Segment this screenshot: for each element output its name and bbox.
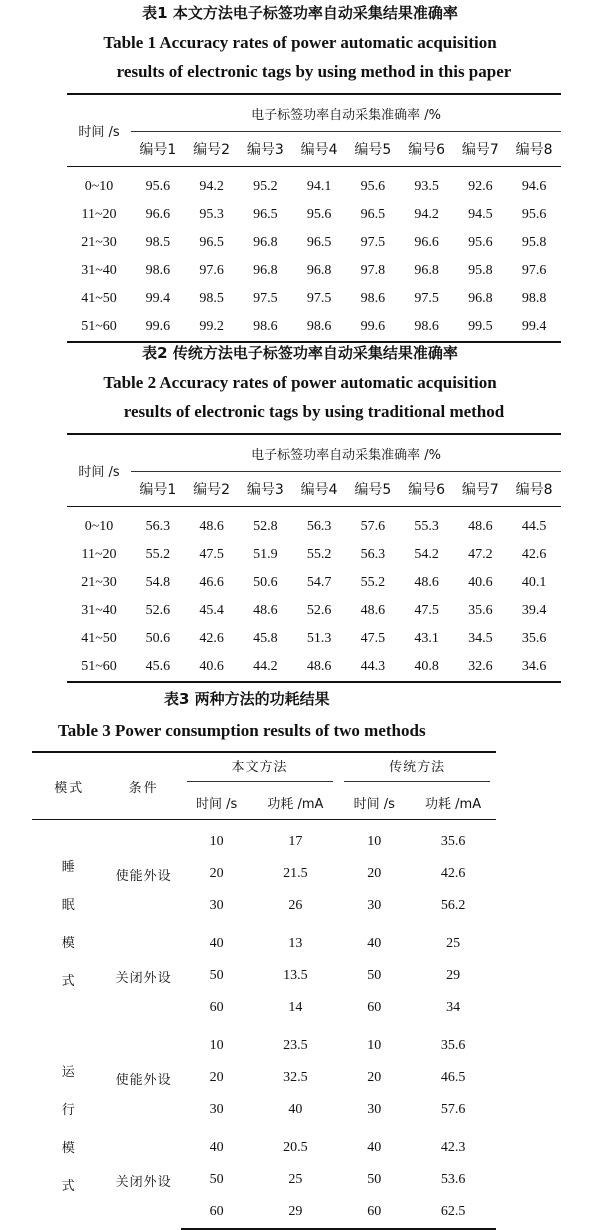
table-cell: 29 — [446, 968, 461, 983]
table-cell: 52.6 — [306, 603, 332, 618]
table-cell: 42.6 — [440, 866, 466, 881]
table1-caption-en-2: results of electronic tags by using method in this paper — [116, 62, 512, 81]
table-cell: 96.6 — [414, 235, 439, 250]
table-cell: 35.6 — [521, 631, 547, 646]
table2-col-header: 编号2 — [185, 472, 239, 507]
table-cell: 35.6 — [468, 603, 493, 618]
table2-col-header: 编号4 — [292, 472, 346, 507]
mode-label-text: 运行模式 — [61, 1064, 77, 1194]
table-cell: 56.3 — [360, 547, 386, 562]
table-cell: 34 — [446, 1000, 461, 1015]
table2-time-header: 时间 /s — [67, 434, 131, 507]
table-cell: 42.6 — [521, 547, 547, 562]
table2-column-headers — [67, 472, 561, 507]
table-cell: 40.6 — [185, 653, 239, 682]
table-row — [67, 569, 561, 597]
table-cell: 97.8 — [360, 263, 386, 278]
table-cell: 95.2 — [253, 179, 278, 194]
table-cell: 23.5 — [283, 1038, 308, 1053]
row-time-label: 51~60 — [67, 313, 131, 342]
table-cell: 57.6 — [440, 1102, 466, 1117]
table-cell: 20.5 — [283, 1140, 308, 1155]
table3-caption-zh: 表3 两种方法的功耗结果 — [164, 690, 330, 708]
table2-col-header: 编号8 — [507, 472, 561, 507]
table-cell: 50.6 — [145, 631, 171, 646]
table-cell: 98.6 — [360, 291, 386, 306]
table-cell: 96.6 — [145, 207, 171, 222]
table-cell: 45.8 — [253, 631, 278, 646]
table-cell: 44.3 — [346, 653, 400, 682]
table3-cond-header: 条件 — [107, 752, 181, 820]
table-cell: 17 — [288, 834, 303, 849]
table-cell: 20 — [367, 866, 382, 881]
table-cell: 46.6 — [199, 575, 224, 590]
mode-label-text: 睡眠模式 — [61, 860, 77, 989]
table-cell: 40.1 — [521, 575, 547, 590]
table-cell: 94.1 — [306, 179, 332, 194]
table-cell: 56.3 — [145, 519, 171, 534]
row-time-label: 31~40 — [81, 603, 117, 618]
table-cell: 47.2 — [468, 547, 493, 562]
table1-time-header: 时间 /s — [67, 94, 131, 167]
table-cell: 99.4 — [145, 291, 171, 306]
table-cell: 30 — [209, 898, 224, 913]
table-cell: 40 — [367, 1140, 382, 1155]
table2-caption-en-1: Table 2 Accuracy rates of power automatic acquisition — [103, 373, 497, 392]
table-cell: 52.8 — [253, 519, 278, 534]
table-cell: 97.6 — [199, 263, 224, 278]
table-cell: 34.5 — [468, 631, 493, 646]
table1-col-header: 编号5 — [346, 132, 400, 167]
table-cell: 50 — [209, 968, 224, 983]
table1 — [67, 93, 561, 343]
table-cell: 97.5 — [414, 291, 439, 306]
condition-label: 使能外设 — [115, 868, 172, 884]
table-cell: 51.9 — [253, 547, 278, 562]
table-cell: 96.8 — [306, 263, 332, 278]
table-cell: 96.5 — [199, 235, 224, 250]
table1-column-headers — [67, 132, 561, 167]
table2 — [67, 433, 561, 683]
table-cell: 62.5 — [410, 1196, 496, 1229]
table-row — [67, 507, 561, 542]
table-cell: 10 — [367, 1038, 382, 1053]
table2-col-header: 编号7 — [454, 472, 508, 507]
table-cell: 60 — [209, 1000, 224, 1015]
condition-label: 使能外设 — [115, 1072, 172, 1088]
table-cell: 35.6 — [440, 834, 466, 849]
table-cell: 30 — [367, 1102, 382, 1117]
table1-caption-en-1: Table 1 Accuracy rates of power automatic acquisition — [103, 33, 497, 52]
condition-label: 关闭外设 — [115, 970, 172, 986]
table-cell: 99.2 — [185, 313, 239, 342]
table-cell: 57.6 — [360, 519, 386, 534]
table-cell: 95.8 — [468, 263, 493, 278]
table-cell: 34.6 — [507, 653, 561, 682]
table-cell: 40 — [209, 936, 224, 951]
table-row — [67, 653, 561, 682]
table-cell: 98.6 — [292, 313, 346, 342]
table2-group-header: 电子标签功率自动采集准确率 /% — [131, 434, 561, 472]
table-cell: 98.6 — [400, 313, 454, 342]
table-cell: 95.3 — [199, 207, 224, 222]
table-cell: 96.8 — [468, 291, 493, 306]
table-cell: 45.4 — [199, 603, 224, 618]
table1-group-header: 电子标签功率自动采集准确率 /% — [131, 94, 561, 132]
table-cell: 94.2 — [199, 179, 224, 194]
table-cell: 52.6 — [145, 603, 171, 618]
table3-time-header-a: 时间 /s — [181, 785, 253, 820]
table2-col-header: 编号6 — [400, 472, 454, 507]
table-cell: 92.6 — [468, 179, 493, 194]
table1-col-header: 编号8 — [507, 132, 561, 167]
table-row — [32, 1024, 496, 1062]
table-cell: 26 — [288, 898, 303, 913]
row-time-label: 0~10 — [84, 179, 114, 194]
table-cell: 48.6 — [414, 575, 439, 590]
table-cell: 96.8 — [253, 235, 278, 250]
table-cell: 99.6 — [346, 313, 400, 342]
table-cell: 47.5 — [360, 631, 386, 646]
table1-block — [0, 2, 600, 343]
table-cell: 98.5 — [145, 235, 171, 250]
table-cell: 60 — [181, 1196, 253, 1229]
table-cell: 10 — [209, 1038, 224, 1053]
row-time-label: 41~50 — [81, 291, 117, 306]
table-cell: 42.6 — [199, 631, 224, 646]
table-cell: 14 — [288, 1000, 303, 1015]
table-cell: 44.5 — [521, 519, 547, 534]
table-cell: 40 — [288, 1102, 303, 1117]
table3-method-a-header — [181, 752, 339, 785]
table-cell: 42.3 — [440, 1140, 466, 1155]
table-cell: 48.6 — [292, 653, 346, 682]
table-cell: 55.2 — [306, 547, 332, 562]
table-cell: 96.8 — [414, 263, 439, 278]
table-cell: 53.6 — [440, 1172, 466, 1187]
table-cell: 13.5 — [283, 968, 308, 983]
table3-caption-en: Table 3 Power consumption results of two methods — [58, 721, 426, 740]
table-cell: 40.8 — [400, 653, 454, 682]
table-cell: 10 — [209, 834, 224, 849]
table-cell: 25 — [446, 936, 461, 951]
table-cell: 20 — [367, 1070, 382, 1085]
row-time-label: 11~20 — [81, 207, 117, 222]
table-cell: 50 — [209, 1172, 224, 1187]
table-cell: 45.6 — [131, 653, 185, 682]
table-cell: 95.8 — [521, 235, 547, 250]
table-cell: 47.5 — [414, 603, 439, 618]
table-cell: 35.6 — [440, 1038, 466, 1053]
table-cell: 99.5 — [454, 313, 508, 342]
table-cell: 39.4 — [521, 603, 547, 618]
table-cell: 54.7 — [306, 575, 332, 590]
table1-caption-zh: 表1 本文方法电子标签功率自动采集结果准确率 — [142, 4, 458, 22]
row-time-label: 11~20 — [81, 547, 117, 562]
table2-caption-en-2: results of electronic tags by using traditional method — [123, 402, 505, 421]
table-row — [67, 313, 561, 342]
table3-power-header-b: 功耗 /mA — [410, 785, 496, 820]
mode-label — [32, 1024, 107, 1229]
table-cell: 55.2 — [145, 547, 171, 562]
table-cell: 96.8 — [253, 263, 278, 278]
table-row — [67, 541, 561, 569]
table1-col-header: 编号3 — [239, 132, 293, 167]
table3-mode-header: 模式 — [32, 752, 107, 820]
table-cell: 20 — [209, 866, 224, 881]
table-cell: 95.6 — [306, 207, 332, 222]
table-cell: 13 — [288, 936, 303, 951]
table-cell: 40.6 — [468, 575, 493, 590]
table1-col-header: 编号1 — [131, 132, 185, 167]
table-row — [67, 285, 561, 313]
table-cell: 99.6 — [131, 313, 185, 342]
table1-col-header: 编号6 — [400, 132, 454, 167]
table-cell: 95.6 — [360, 179, 386, 194]
table-cell: 10 — [367, 834, 382, 849]
table-cell: 48.6 — [199, 519, 224, 534]
table-cell: 97.5 — [253, 291, 278, 306]
table-cell: 55.2 — [360, 575, 386, 590]
table-row — [67, 625, 561, 653]
table-cell: 48.6 — [360, 603, 386, 618]
row-time-label: 0~10 — [84, 519, 114, 534]
condition-label: 关闭外设 — [115, 1175, 172, 1190]
row-time-label: 41~50 — [81, 631, 117, 646]
table2-block — [0, 342, 600, 683]
table2-col-header: 编号1 — [131, 472, 185, 507]
table-cell: 97.6 — [521, 263, 547, 278]
table-cell: 40 — [209, 1140, 224, 1155]
table3-power-header-a: 功耗 /mA — [253, 785, 339, 820]
table-cell: 32.5 — [283, 1070, 308, 1085]
table1-col-header: 编号7 — [454, 132, 508, 167]
table-cell: 95.6 — [521, 207, 547, 222]
table-cell: 95.6 — [468, 235, 493, 250]
table-cell: 21.5 — [283, 866, 308, 881]
table3-block — [0, 688, 600, 1230]
table-cell: 50 — [367, 1172, 382, 1187]
table-row — [32, 820, 496, 859]
table-row — [67, 201, 561, 229]
table-cell: 99.4 — [507, 313, 561, 342]
table-cell: 98.6 — [145, 263, 171, 278]
table-cell: 94.2 — [414, 207, 439, 222]
table-cell: 94.6 — [521, 179, 547, 194]
table-cell: 93.5 — [414, 179, 439, 194]
table-cell: 60 — [367, 1000, 382, 1015]
table3-method-b-header — [338, 752, 496, 785]
table-cell: 96.5 — [360, 207, 386, 222]
table-cell: 56.3 — [306, 519, 332, 534]
table-cell: 98.5 — [199, 291, 224, 306]
table-row — [67, 167, 561, 202]
table-cell: 98.6 — [239, 313, 293, 342]
table-cell: 55.3 — [414, 519, 439, 534]
table-row — [67, 597, 561, 625]
table-cell: 54.8 — [145, 575, 171, 590]
table3-time-header-b: 时间 /s — [338, 785, 410, 820]
table-cell: 44.2 — [239, 653, 293, 682]
table-cell: 56.2 — [440, 898, 466, 913]
table-cell: 25 — [288, 1172, 303, 1187]
table2-col-header: 编号5 — [346, 472, 400, 507]
table-cell: 50.6 — [253, 575, 278, 590]
table-cell: 20 — [209, 1070, 224, 1085]
table-cell: 30 — [367, 898, 382, 913]
table-cell: 47.5 — [199, 547, 224, 562]
table-cell: 48.6 — [253, 603, 278, 618]
table-cell: 54.2 — [414, 547, 439, 562]
table-cell: 29 — [253, 1196, 339, 1229]
table1-col-header: 编号4 — [292, 132, 346, 167]
table-cell: 96.5 — [253, 207, 278, 222]
table-cell: 60 — [338, 1196, 410, 1229]
row-time-label: 51~60 — [67, 653, 131, 682]
table-cell: 98.8 — [521, 291, 547, 306]
row-time-label: 21~30 — [81, 575, 117, 590]
table2-col-header: 编号3 — [239, 472, 293, 507]
table2-caption-zh: 表2 传统方法电子标签功率自动采集结果准确率 — [142, 344, 458, 362]
table3-method-a-label: 本文方法 — [187, 756, 333, 782]
mode-label — [32, 820, 107, 1025]
table-cell: 40 — [367, 936, 382, 951]
table-cell: 97.5 — [360, 235, 386, 250]
table-cell: 51.3 — [306, 631, 332, 646]
table3 — [32, 751, 496, 1230]
row-time-label: 31~40 — [81, 263, 117, 278]
table-cell: 96.5 — [306, 235, 332, 250]
table-cell: 94.5 — [468, 207, 493, 222]
table-cell: 50 — [367, 968, 382, 983]
table-cell: 95.6 — [145, 179, 171, 194]
table-cell: 32.6 — [454, 653, 508, 682]
table-cell: 97.5 — [306, 291, 332, 306]
table-cell: 48.6 — [468, 519, 493, 534]
table3-method-b-label: 传统方法 — [344, 756, 490, 782]
table-cell: 30 — [209, 1102, 224, 1117]
row-time-label: 21~30 — [81, 235, 117, 250]
table-cell: 46.5 — [440, 1070, 466, 1085]
table-row — [67, 229, 561, 257]
table-cell: 43.1 — [414, 631, 439, 646]
table1-col-header: 编号2 — [185, 132, 239, 167]
table-row — [67, 257, 561, 285]
